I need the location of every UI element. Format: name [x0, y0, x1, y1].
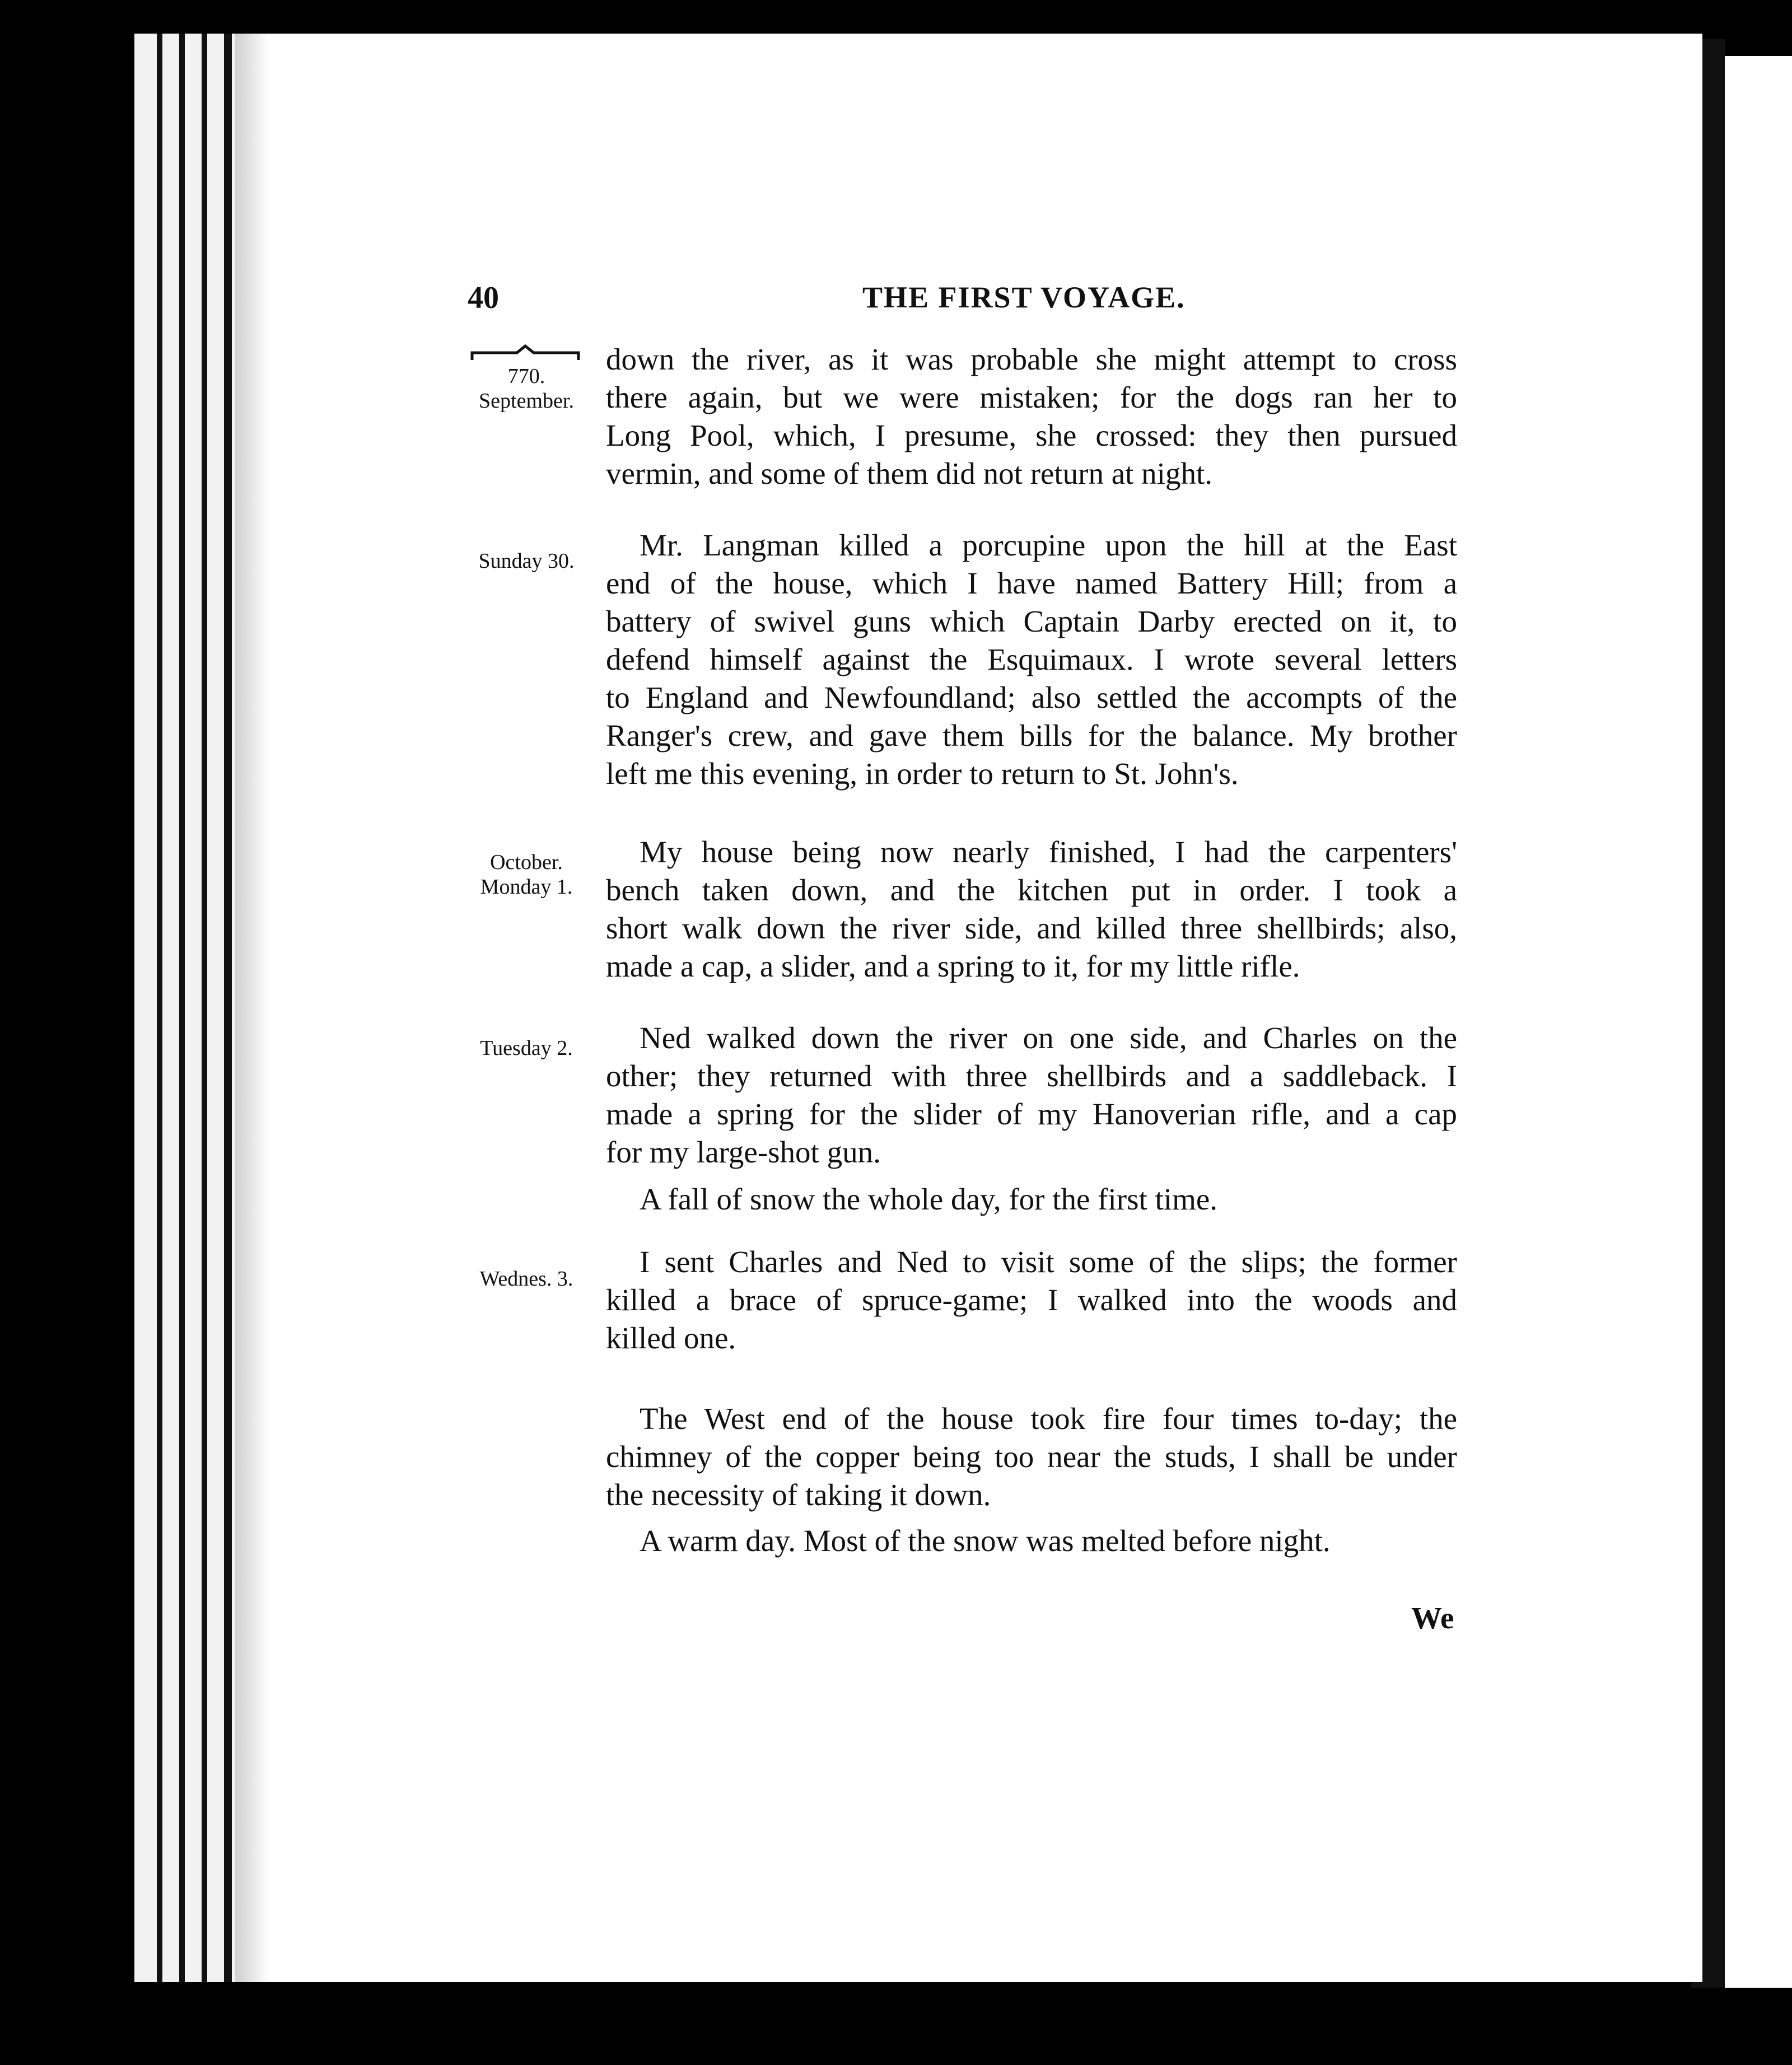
text-line: bench taken down, and the kitchen put in order. I took a: [606, 873, 1457, 907]
page-number: 40: [468, 281, 499, 315]
paragraph-monday: [606, 833, 1457, 985]
paragraph-fire: [606, 1400, 1457, 1514]
facing-page-edge: [1725, 56, 1792, 1988]
text-line: for my large-shot gun.: [606, 1135, 881, 1169]
text-line: made a cap, a slider, and a spring to it, for my little rifle.: [606, 949, 1300, 983]
paragraph-wednesday: [606, 1243, 1457, 1357]
page-edge-line: [157, 34, 162, 1982]
catchword: We: [1411, 1601, 1454, 1635]
margin-date-monday: Monday 1.: [480, 875, 573, 899]
page-edge-line: [224, 34, 232, 1982]
paragraph-continuation: [606, 340, 1457, 493]
text-line: Long Pool, which, I presume, she crossed: they then pursued: [606, 418, 1457, 452]
text-line: battery of swivel guns which Captain Darby erected on it, to: [606, 604, 1457, 638]
text-line: other; they returned with three shellbirds and a saddleback. I: [606, 1059, 1457, 1093]
paragraph-snow: [606, 1180, 1457, 1218]
margin-date-tuesday: Tuesday 2.: [480, 1036, 573, 1060]
margin-date-wednesday: Wednes. 3.: [479, 1267, 573, 1291]
text-line: Ranger's crew, and gave them bills for the balance. My brother: [606, 718, 1457, 753]
text-line: defend himself against the Esquimaux. I wrote several letters: [606, 642, 1457, 676]
text-line: short walk down the river side, and killed three shellbirds; also,: [606, 911, 1457, 945]
paragraph-sunday: [606, 526, 1457, 793]
page-header: [468, 280, 1453, 325]
page-edge-line: [202, 34, 207, 1982]
margin-date-sunday: Sunday 30.: [478, 549, 575, 573]
page-edge-line: [179, 34, 185, 1982]
text-line: there again, but we were mistaken; for the dogs ran her to: [606, 380, 1457, 414]
text-line: killed a brace of spruce-game; I walked into the woods and: [606, 1283, 1457, 1317]
text-line: A fall of snow the whole day, for the first time.: [640, 1182, 1218, 1216]
running-head: THE FIRST VOYAGE.: [862, 281, 1186, 314]
text-line: to England and Newfoundland; also settled the accompts of the: [606, 680, 1457, 714]
text-line: made a spring for the slider of my Hanoverian rifle, and a cap: [606, 1097, 1457, 1131]
text-line: down the river, as it was probable she might attempt to cross: [606, 342, 1457, 376]
text-line: killed one.: [606, 1321, 736, 1355]
text-line: Mr. Langman killed a porcupine upon the hill at the East: [640, 528, 1457, 562]
book-page: [235, 34, 1702, 1982]
text-line: A warm day. Most of the snow was melted before night.: [640, 1524, 1331, 1558]
margin-month-october: October.: [490, 851, 563, 874]
text-line: My house being now nearly finished, I had the carpenters': [640, 835, 1457, 869]
text-line: vermin, and some of them did not return at night.: [606, 456, 1212, 490]
text-line: The West end of the house took fire four times to-day; the: [640, 1401, 1457, 1436]
date-bracket-icon: [469, 344, 581, 361]
margin-month-september: September.: [479, 389, 574, 413]
text-line: I sent Charles and Ned to visit some of the slips; the former: [640, 1245, 1457, 1279]
text-line: end of the house, which I have named Battery Hill; from a: [606, 566, 1457, 600]
paragraph-warm-day: [606, 1522, 1457, 1560]
text-line: Ned walked down the river on one side, and Charles on the: [640, 1021, 1457, 1055]
text-line: the necessity of taking it down.: [606, 1478, 991, 1512]
margin-year: 770.: [507, 365, 545, 388]
paragraph-tuesday: [606, 1019, 1457, 1171]
spine-shadow: [235, 34, 269, 1982]
text-line: chimney of the copper being too near the studs, I shall be under: [606, 1440, 1457, 1474]
text-line: left me this evening, in order to return to St. John's.: [606, 756, 1239, 791]
